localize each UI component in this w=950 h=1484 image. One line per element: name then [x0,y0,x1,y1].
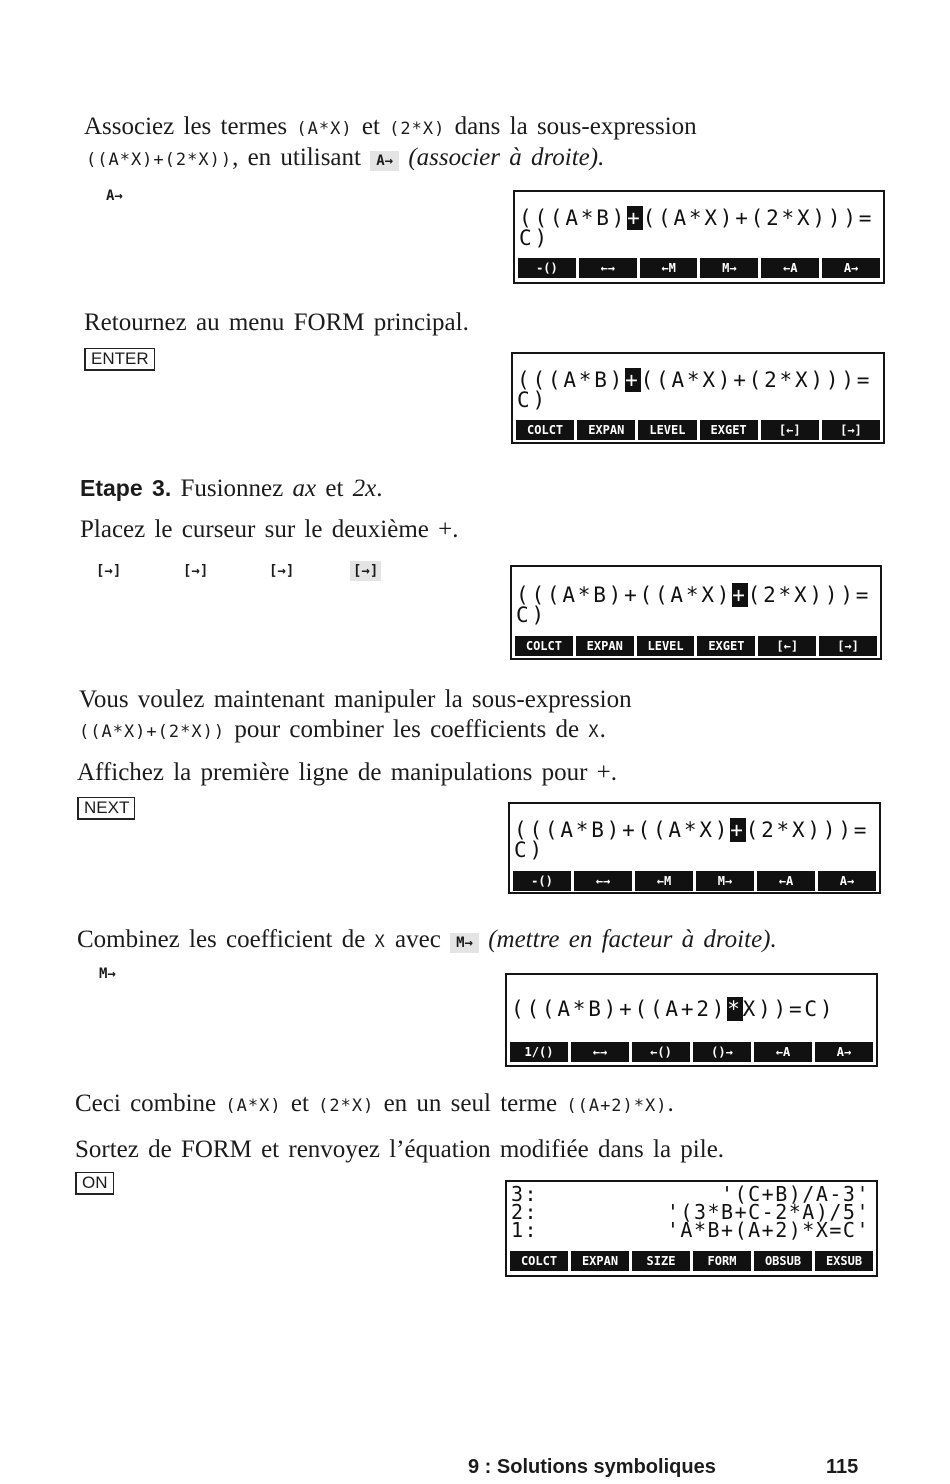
step-text: . [376,475,383,502]
softkey-label: A→ [822,258,880,278]
term-code: (A*X) [225,1096,282,1116]
screen-line-1 [516,585,871,605]
term-code: (A*X) [296,119,353,139]
softkey-label: ←A [754,1042,812,1062]
instruction-text: avec [395,926,441,953]
associate-line-2 [86,143,604,176]
keystroke-label: M→ [99,966,116,982]
softkey-label: ←() [632,1042,690,1062]
on-key: ON [75,1172,114,1195]
expression-text: (((A*B) [519,206,628,230]
instruction-text: et [361,113,380,140]
softkey-label: M→ [700,258,758,278]
next-key: NEXT [77,797,135,820]
screen-line-2: C) [516,603,547,627]
expression-text: (((A*B)+((A+2) [511,997,728,1021]
combine-line [77,925,777,958]
softkey-label: [→] [822,420,880,440]
manipulate-line-2 [79,715,606,747]
instruction-text: pour combiner les coefficients de [234,716,580,743]
instruction-text: , en utilisant [232,144,361,171]
softkey-menu [510,1251,873,1271]
instruction-note: (associer à droite). [408,144,605,171]
softkey-label: ()→ [693,1042,751,1062]
math-variable: 2x [352,475,377,502]
show-menu-text: Affichez la première ligne de manipulations pour +. [77,759,618,786]
keystroke-label: [→] [183,563,209,579]
softkey-label: ←A [757,871,815,891]
softkey-label: COLCT [516,420,574,440]
softkey-label: COLCT [515,636,573,656]
calculator-screen-2 [511,352,885,444]
expression-text: X))=C) [742,997,836,1021]
softkey-label: ←A [761,258,819,278]
softkey-label: SIZE [632,1251,690,1271]
softkey-label: OBSUB [754,1251,812,1271]
stack-level-1 [511,1218,870,1242]
variable-code: X [374,932,386,952]
softkey-label: [←] [761,420,819,440]
softkey-menu [515,636,877,656]
expression-text: (((A*B) [517,368,626,392]
softkey-label: A→ [818,871,876,891]
softkey-label: EXGET [697,636,755,656]
keystroke-label: [→] [269,563,295,579]
expression-text: (((A*B)+((A*X) [514,818,731,842]
instruction-text: . [599,716,606,743]
softkey-menu [516,420,880,440]
softkey-menu [518,258,880,278]
softkey-label: COLCT [510,1251,568,1271]
instruction-text: Associez les termes [84,113,288,140]
cursor: + [732,583,748,607]
step-text: et [325,475,344,502]
calculator-screen-1 [513,190,885,284]
calculator-screen-3 [510,565,882,660]
instruction-text: dans la sous-expression [454,113,697,140]
softkey-reference: A→ [370,151,399,171]
page-number: 115 [826,1456,859,1478]
softkey-label: EXGET [700,420,758,440]
softkey-label: FORM [693,1251,751,1271]
term-code: (2*X) [389,119,446,139]
softkey-menu [513,871,876,891]
manipulate-line-1: Vous voulez maintenant manipuler la sous-expression [79,686,632,713]
instruction-note: (mettre en facteur à droite). [488,926,777,953]
cursor: + [627,206,643,230]
subexpression-code: ((A*X)+(2*X)) [86,150,233,170]
chapter-title: 9 : Solutions symboliques [468,1456,716,1478]
stack-level-label: 2: [511,1200,539,1224]
expression-text: (2*X)))= [745,818,870,842]
calculator-screen-5 [505,973,878,1067]
expression-text: (2*X)))= [747,583,872,607]
calculator-screen-4 [508,802,881,894]
variable-code: X [588,722,600,742]
softkey-label: -() [518,258,576,278]
stack-level-label: 3: [511,1182,539,1206]
instruction-text: . [667,1090,674,1117]
stack-value: '(C+B)/A-3' [721,1182,870,1206]
stack-value: 'A*B+(A+2)*X=C' [666,1218,870,1242]
screen-line-2: C) [519,226,550,250]
cursor-move-text: Placez le curseur sur le deuxième +. [80,516,459,543]
softkey-label: [→] [819,636,877,656]
step-text: Fusionnez [180,475,284,502]
softkey-label: EXPAN [576,636,634,656]
exit-text: Sortez de FORM et renvoyez l’équation modifiée dans la pile. [75,1136,725,1163]
enter-key: ENTER [84,348,155,371]
softkey-label: EXSUB [815,1251,873,1271]
expression-text: ((A*X)+(2*X)))= [642,206,875,230]
softkey-label: ←→ [579,258,637,278]
return-menu-text: Retournez au menu FORM principal. [84,309,469,336]
softkey-label: -() [513,871,571,891]
softkey-label: M→ [696,871,754,891]
instruction-text: Combinez les coefficient de [77,926,366,953]
softkey-label: ←M [635,871,693,891]
math-variable: ax [292,475,317,502]
softkey-label: [←] [758,636,816,656]
term-code: ((A+2)*X) [566,1096,668,1116]
screen-line-1 [519,208,874,228]
term-code: (2*X) [318,1096,375,1116]
softkey-label: LEVEL [638,420,696,440]
screen-line-1 [517,370,872,390]
instruction-text: Ceci combine [75,1090,217,1117]
instruction-text: et [290,1090,309,1117]
expression-text: ((A*X)+(2*X)))= [640,368,873,392]
calculator-screen-6 [505,1180,878,1277]
softkey-menu [510,1042,873,1062]
softkey-reference: M→ [450,933,479,953]
screen-line-1 [514,820,869,840]
step-3-heading [80,473,383,504]
cursor: + [625,368,641,392]
expression-text: (((A*B)+((A*X) [516,583,733,607]
keystroke-label: A→ [106,188,123,204]
softkey-label: ←→ [574,871,632,891]
instruction-text: en un seul terme [383,1090,558,1117]
softkey-label: EXPAN [571,1251,629,1271]
associate-line-1 [84,112,697,144]
softkey-label: A→ [815,1042,873,1062]
softkey-label: ←→ [571,1042,629,1062]
softkey-label: EXPAN [577,420,635,440]
screen-line-2: C) [514,838,545,862]
softkey-label: LEVEL [637,636,695,656]
subexpression-code: ((A*X)+(2*X)) [79,722,226,742]
keystroke-label: [→] [96,563,122,579]
softkey-label: 1/() [510,1042,568,1062]
result-line [75,1089,674,1121]
cursor: * [727,997,743,1021]
stack-value: '(3*B+C-2*A)/5' [666,1200,870,1224]
stack-level-label: 1: [511,1218,539,1242]
step-label: Etape 3. [80,475,172,501]
keystroke-label: [→] [350,561,381,581]
screen-line-2: C) [517,388,548,412]
softkey-label: ←M [640,258,698,278]
screen-line-1 [511,999,835,1019]
cursor: + [730,818,746,842]
